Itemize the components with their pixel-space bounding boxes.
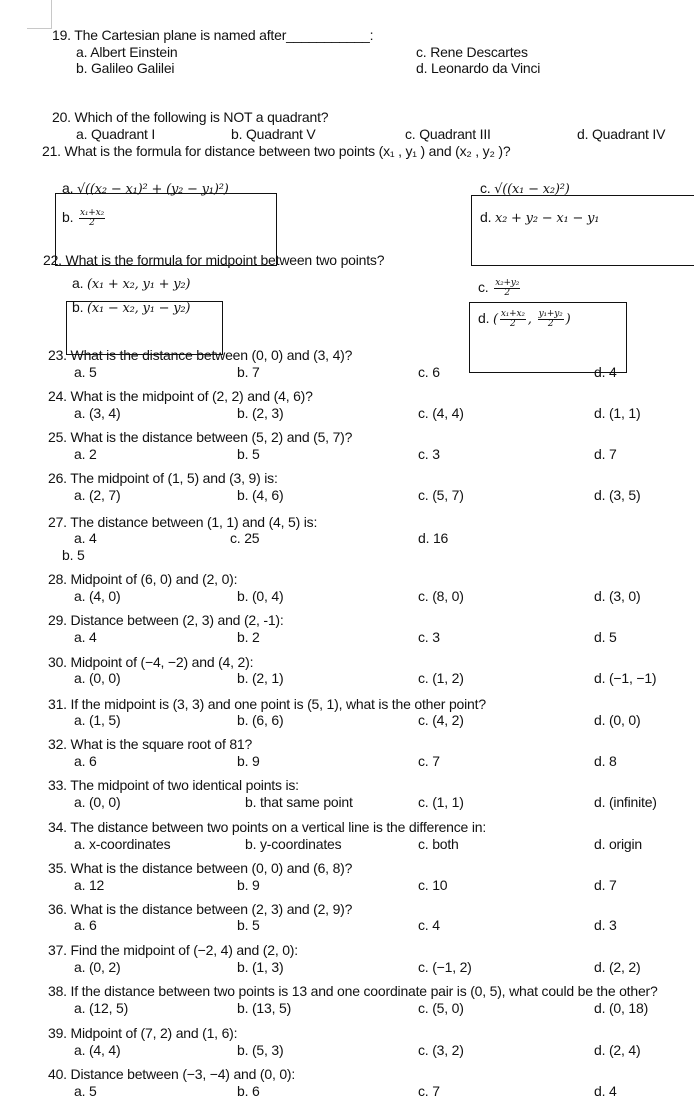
option-letter: b. — [237, 670, 252, 686]
option-letter: c. — [405, 126, 420, 142]
option-letter: b. — [237, 959, 252, 975]
option-letter: c. — [418, 446, 433, 462]
option-text: (3, 2) — [432, 1042, 464, 1058]
option-d[interactable] — [594, 1083, 617, 1099]
option-d[interactable] — [594, 836, 642, 852]
option-b[interactable] — [76, 60, 174, 76]
option-letter: d. — [594, 487, 609, 503]
option-text: 9 — [251, 753, 260, 769]
option-letter: d. — [594, 405, 609, 421]
option-b[interactable] — [237, 364, 260, 380]
option-letter: d. — [577, 126, 592, 142]
option-c[interactable] — [418, 588, 464, 604]
option-text: 4 — [432, 917, 440, 933]
option-letter: c. — [418, 670, 433, 686]
option-letter: d. — [594, 959, 609, 975]
option-text: (2, 3) — [251, 405, 284, 421]
option-letter: d. — [594, 753, 609, 769]
option-c[interactable] — [418, 629, 440, 645]
option-a[interactable] — [74, 446, 97, 462]
option-text: 6 — [88, 753, 97, 769]
option-c[interactable] — [418, 405, 464, 421]
option-a[interactable] — [74, 753, 97, 769]
option-text: 5 — [251, 917, 260, 933]
option-letter: a. — [74, 530, 89, 546]
option-letter: b. — [237, 487, 252, 503]
option-text: 10 — [432, 877, 448, 893]
option-text: (infinite) — [608, 794, 657, 810]
option-text: (1, 2) — [432, 670, 464, 686]
question-23: 23. What is the distance between (0, 0) and (3, 4)? — [48, 347, 353, 363]
option-d[interactable] — [416, 60, 540, 76]
option-letter: a. — [74, 959, 89, 975]
option-text: (1, 1) — [432, 794, 464, 810]
option-letter: b. — [237, 629, 252, 645]
option-text: 3 — [608, 917, 617, 933]
option-text: 4 — [88, 530, 97, 546]
option-letter: d. — [594, 1042, 609, 1058]
option-c[interactable] — [418, 487, 464, 503]
option-letter: b. — [62, 209, 77, 226]
question-33: 33. The midpoint of two identical points is: — [48, 777, 299, 793]
option-a[interactable] — [74, 670, 120, 686]
option-c[interactable] — [418, 670, 464, 686]
option-letter: d. — [594, 712, 609, 728]
option-a[interactable] — [76, 126, 155, 142]
option-text: 7 — [432, 1083, 440, 1099]
option-c[interactable] — [230, 530, 259, 546]
option-c[interactable] — [418, 712, 464, 728]
option-text: 5 — [76, 547, 85, 563]
option-letter: a. — [74, 712, 89, 728]
option-b[interactable] — [237, 629, 260, 645]
option-c[interactable] — [418, 1042, 464, 1058]
option-a[interactable] — [74, 364, 97, 380]
option-d[interactable] — [594, 959, 640, 975]
option-a[interactable] — [74, 794, 120, 810]
option-a[interactable] — [76, 44, 177, 60]
option-c[interactable] — [418, 1000, 464, 1016]
option-text: Quadrant III — [419, 126, 491, 142]
option-text: (0, 4) — [251, 588, 284, 604]
option-letter: d. — [594, 588, 609, 604]
option-b[interactable] — [245, 794, 353, 810]
question-38: 38. If the distance between two points is 13 and one coordinate pair is (0, 5), what could be the other? — [48, 983, 658, 999]
option-text: 12 — [88, 877, 105, 893]
option-letter: a. — [72, 275, 87, 291]
question-35: 35. What is the distance between (0, 0) and (6, 8)? — [48, 860, 353, 876]
question-22: 22. What is the formula for midpoint between two points? — [43, 252, 385, 268]
option-d[interactable] — [594, 753, 617, 769]
option-b[interactable] — [237, 1042, 283, 1058]
question-40: 40. Distance between (−3, −4) and (0, 0): — [48, 1066, 296, 1082]
option-text: (6, 6) — [251, 712, 284, 728]
option-text: Galileo Galilei — [90, 60, 175, 76]
option-a[interactable] — [74, 1042, 120, 1058]
option-text: (4, 0) — [88, 588, 121, 604]
option-b[interactable] — [237, 712, 283, 728]
option-letter: c. — [418, 1083, 433, 1099]
denominator: 2 — [504, 288, 510, 298]
numerator: x₂+y₂ — [495, 278, 520, 288]
option-letter: d. — [594, 446, 609, 462]
option-text: (8, 0) — [432, 588, 464, 604]
option-text: (5, 3) — [251, 1042, 284, 1058]
option-d[interactable] — [594, 917, 617, 933]
option-letter: c. — [418, 588, 433, 604]
option-letter: c. — [418, 836, 433, 852]
option-b[interactable] — [237, 753, 260, 769]
option-b[interactable] — [237, 487, 283, 503]
option-text: (−1, 2) — [432, 959, 472, 975]
option-letter: c. — [418, 629, 433, 645]
question-21: 21. What is the formula for distance between two points (x₁ , y₁ ) and (x₂ , y₂ )? — [42, 143, 511, 159]
option-text: 3 — [432, 446, 440, 462]
option-text: (2, 4) — [608, 1042, 641, 1058]
option-d[interactable] — [594, 446, 617, 462]
option-letter: c. — [418, 877, 433, 893]
option-text: (2, 7) — [88, 487, 121, 503]
option-text: 5 — [251, 446, 260, 462]
option-c[interactable] — [418, 364, 440, 380]
denominator: 2 — [547, 319, 554, 329]
option-d[interactable] — [594, 588, 640, 604]
option-letter: a. — [74, 917, 89, 933]
option-c[interactable] — [416, 44, 528, 60]
option-letter: b. — [231, 126, 246, 142]
option-letter: b. — [237, 712, 252, 728]
option-c[interactable] — [418, 446, 440, 462]
option-letter: d. — [594, 794, 609, 810]
question-34: 34. The distance between two points on a vertical line is the difference in: — [48, 819, 487, 835]
option-d[interactable] — [594, 364, 617, 380]
option-text: Quadrant I — [90, 126, 156, 142]
option-letter: a. — [74, 753, 89, 769]
option-c[interactable] — [418, 959, 472, 975]
option-d[interactable] — [594, 877, 617, 893]
option-letter: d. — [594, 877, 609, 893]
option-text: √((x₁ − x₂)²) — [494, 182, 570, 197]
option-b[interactable] — [62, 547, 85, 563]
option-b[interactable] — [237, 917, 260, 933]
option-text: (1, 5) — [88, 712, 121, 728]
option-c[interactable] — [418, 794, 464, 810]
option-text: (−1, −1) — [608, 670, 657, 686]
option-c[interactable] — [480, 180, 570, 198]
question-27: 27. The distance between (1, 1) and (4, 5) is: — [48, 514, 318, 530]
option-letter: a. — [74, 446, 89, 462]
option-letter: d. — [594, 1000, 609, 1016]
option-letter: c. — [418, 1000, 433, 1016]
option-a[interactable] — [74, 487, 120, 503]
option-letter: c. — [418, 959, 433, 975]
option-b[interactable] — [237, 588, 283, 604]
option-c[interactable] — [405, 126, 491, 142]
option-text: 7 — [432, 753, 440, 769]
option-letter: a. — [74, 794, 89, 810]
question-19: 19. The Cartesian plane is named after___________: — [52, 27, 374, 43]
option-d[interactable] — [480, 209, 599, 227]
option-letter: d. — [594, 836, 609, 852]
option-a[interactable] — [72, 275, 190, 293]
option-text: 4 — [608, 1083, 617, 1099]
option-b[interactable] — [237, 877, 260, 893]
option-c[interactable] — [418, 917, 440, 933]
option-letter: b. — [237, 1042, 252, 1058]
option-text: (2, 2) — [608, 959, 641, 975]
option-d[interactable] — [594, 487, 640, 503]
option-letter: b. — [237, 753, 252, 769]
option-letter: d. — [594, 1083, 609, 1099]
option-letter: a. — [74, 588, 89, 604]
numerator: y₁+y₂ — [538, 309, 563, 319]
option-letter: c. — [418, 794, 433, 810]
denominator: 2 — [89, 218, 95, 228]
question-24: 24. What is the midpoint of (2, 2) and (4, 6)? — [48, 388, 313, 404]
option-d[interactable] — [594, 712, 640, 728]
option-text: 6 — [251, 1083, 260, 1099]
question-28: 28. Midpoint of (6, 0) and (2, 0): — [48, 571, 238, 587]
option-letter: d. — [416, 60, 431, 76]
option-text: 16 — [432, 530, 449, 546]
option-text: (3, 5) — [608, 487, 641, 503]
option-letter: d. — [480, 209, 495, 225]
numerator: x₁+x₂ — [500, 309, 525, 319]
option-letter: a. — [76, 44, 91, 60]
option-d[interactable] — [418, 530, 448, 546]
option-text: 5 — [88, 364, 97, 380]
option-letter: c. — [418, 405, 433, 421]
option-text: 6 — [88, 917, 97, 933]
option-d[interactable] — [594, 670, 656, 686]
option-a[interactable] — [74, 405, 120, 421]
option-d[interactable] — [594, 1000, 648, 1016]
option-text: 5 — [88, 1083, 97, 1099]
option-text: 5 — [608, 629, 617, 645]
option-a[interactable] — [74, 588, 120, 604]
option-text: Quadrant IV — [591, 126, 666, 142]
option-letter: b. — [237, 1083, 252, 1099]
option-letter: b. — [245, 836, 260, 852]
option-a[interactable] — [74, 712, 120, 728]
option-letter: b. — [245, 794, 260, 810]
question-39: 39. Midpoint of (7, 2) and (1, 6): — [48, 1025, 238, 1041]
option-text: (13, 5) — [251, 1000, 292, 1016]
option-letter: a. — [74, 405, 89, 421]
option-c[interactable] — [478, 279, 522, 298]
option-letter: b. — [237, 877, 252, 893]
option-c[interactable] — [418, 753, 440, 769]
option-text: (0, 0) — [88, 670, 121, 686]
option-a[interactable] — [74, 1083, 97, 1099]
option-text: (1, 1) — [608, 405, 641, 421]
option-letter: d. — [594, 629, 609, 645]
option-d[interactable] — [594, 405, 640, 421]
option-c[interactable] — [418, 836, 459, 852]
fraction — [538, 310, 564, 329]
option-b[interactable] — [237, 405, 283, 421]
option-letter: d. — [594, 670, 609, 686]
option-letter: b. — [237, 364, 252, 380]
option-letter: b. — [72, 299, 87, 315]
option-text: 4 — [88, 629, 97, 645]
option-text: 2 — [251, 629, 260, 645]
option-d[interactable] — [478, 310, 570, 329]
option-text: 9 — [251, 877, 260, 893]
option-text: (4, 4) — [88, 1042, 121, 1058]
question-32: 32. What is the square root of 81? — [48, 736, 253, 752]
option-text: (x₁ − x₂, y₁ − y₂) — [86, 301, 191, 316]
question-20: 20. Which of the following is NOT a quadrant? — [52, 109, 329, 125]
option-text: (4, 2) — [432, 712, 464, 728]
option-text: 7 — [608, 446, 617, 462]
option-a[interactable] — [74, 917, 97, 933]
question-29: 29. Distance between (2, 3) and (2, -1): — [48, 612, 284, 628]
option-text: x-coordinates — [88, 836, 171, 852]
option-letter: b. — [76, 60, 91, 76]
option-text: origin — [608, 836, 643, 852]
option-letter: a. — [74, 629, 89, 645]
option-letter: a. — [74, 487, 89, 503]
option-letter: c. — [480, 180, 495, 196]
option-a[interactable] — [74, 1000, 128, 1016]
option-letter: a. — [74, 836, 89, 852]
option-b[interactable] — [72, 299, 190, 317]
option-a[interactable] — [62, 180, 229, 198]
option-d[interactable] — [577, 126, 665, 142]
option-text: (0, 2) — [88, 959, 121, 975]
option-text: 2 — [88, 446, 97, 462]
option-letter: a. — [74, 364, 89, 380]
option-b[interactable] — [62, 209, 107, 228]
option-text: (0, 18) — [608, 1000, 649, 1016]
option-text: (12, 5) — [88, 1000, 129, 1016]
option-text: (0, 0) — [88, 794, 121, 810]
option-text: 7 — [608, 877, 617, 893]
option-text: ( $\frac{\text{x₁+x₂}}{2}$ , $\frac{\text{y₁+y₂}}{2}$ ) — [492, 309, 571, 329]
option-b[interactable] — [237, 959, 283, 975]
option-text: (3, 4) — [88, 405, 121, 421]
option-letter: c. — [230, 530, 245, 546]
option-letter: c. — [478, 279, 493, 296]
option-a[interactable] — [74, 959, 120, 975]
option-letter: c. — [418, 753, 433, 769]
option-text: (3, 0) — [608, 588, 641, 604]
option-letter: b. — [237, 1000, 252, 1016]
option-letter: d. — [594, 364, 609, 380]
option-a[interactable] — [74, 629, 97, 645]
option-letter: c. — [418, 917, 433, 933]
fraction — [79, 209, 105, 228]
option-text: 7 — [251, 364, 260, 380]
option-letter: b. — [237, 588, 252, 604]
question-31: 31. If the midpoint is (3, 3) and one point is (5, 1), what is the other point? — [48, 696, 486, 712]
option-b[interactable] — [237, 670, 283, 686]
option-text: (1, 3) — [251, 959, 284, 975]
option-d[interactable] — [594, 794, 657, 810]
page-corner-mark — [27, 0, 52, 29]
option-a[interactable] — [74, 877, 104, 893]
option-b[interactable] — [237, 1000, 291, 1016]
option-letter: a. — [76, 126, 91, 142]
question-25: 25. What is the distance between (5, 2) and (5, 7)? — [48, 429, 353, 445]
q21-box-cd — [471, 195, 694, 266]
denominator: 2 — [510, 319, 516, 329]
option-a[interactable] — [74, 836, 170, 852]
option-letter: a. — [74, 1042, 89, 1058]
question-30: 30. Midpoint of (−4, −2) and (4, 2): — [48, 654, 254, 670]
option-letter: c. — [416, 44, 431, 60]
option-letter: c. — [418, 487, 433, 503]
option-b[interactable] — [245, 836, 341, 852]
option-text: 8 — [608, 753, 617, 769]
option-text: Quadrant V — [245, 126, 316, 142]
option-text: Albert Einstein — [90, 44, 178, 60]
option-d[interactable] — [594, 629, 617, 645]
option-text: (2, 1) — [251, 670, 284, 686]
option-text: 3 — [432, 629, 440, 645]
fraction — [494, 279, 520, 298]
option-text: (x₁ + x₂, y₁ + y₂) — [86, 277, 191, 292]
option-letter: a. — [74, 1000, 89, 1016]
option-text: (5, 0) — [432, 1000, 464, 1016]
option-letter: a. — [74, 877, 89, 893]
option-letter: b. — [62, 547, 77, 563]
option-text: (4, 6) — [251, 487, 284, 503]
option-text: y-coordinates — [259, 836, 342, 852]
option-text: both — [432, 836, 459, 852]
option-letter: d. — [594, 917, 609, 933]
option-letter: c. — [418, 364, 433, 380]
option-c[interactable] — [418, 1083, 440, 1099]
option-letter: b. — [237, 917, 252, 933]
option-letter: b. — [237, 446, 252, 462]
option-a[interactable] — [74, 530, 97, 546]
fraction — [500, 310, 526, 329]
option-c[interactable] — [418, 877, 447, 893]
option-letter: c. — [418, 712, 433, 728]
option-letter: d. — [478, 310, 493, 326]
question-36: 36. What is the distance between (2, 3) and (2, 9)? — [48, 901, 353, 917]
option-letter: c. — [418, 1042, 433, 1058]
option-text: (0, 0) — [608, 712, 641, 728]
option-text: √((x₂ − x₁)² + (y₂ − y₁)²) — [76, 182, 229, 197]
option-text: (5, 7) — [432, 487, 464, 503]
option-text: 6 — [432, 364, 440, 380]
option-text: Leonardo da Vinci — [430, 60, 541, 76]
question-26: 26. The midpoint of (1, 5) and (3, 9) is: — [48, 470, 278, 486]
option-d[interactable] — [594, 1042, 640, 1058]
question-37: 37. Find the midpoint of (−2, 4) and (2, 0): — [48, 942, 298, 958]
option-text: that same point — [259, 794, 353, 810]
option-b[interactable] — [231, 126, 316, 142]
option-b[interactable] — [237, 1083, 260, 1099]
option-letter: a. — [62, 180, 77, 196]
option-text: 25 — [244, 530, 260, 546]
option-b[interactable] — [237, 446, 260, 462]
numerator: x₁+x₂ — [79, 208, 104, 218]
option-letter: b. — [237, 405, 252, 421]
option-text: x₂ + y₂ − x₁ − y₁ — [494, 211, 600, 226]
option-text: Rene Descartes — [430, 44, 528, 60]
option-letter: d. — [418, 530, 433, 546]
option-letter: a. — [74, 1083, 89, 1099]
option-text: (4, 4) — [432, 405, 464, 421]
option-letter: a. — [74, 670, 89, 686]
option-text: 4 — [608, 364, 617, 380]
